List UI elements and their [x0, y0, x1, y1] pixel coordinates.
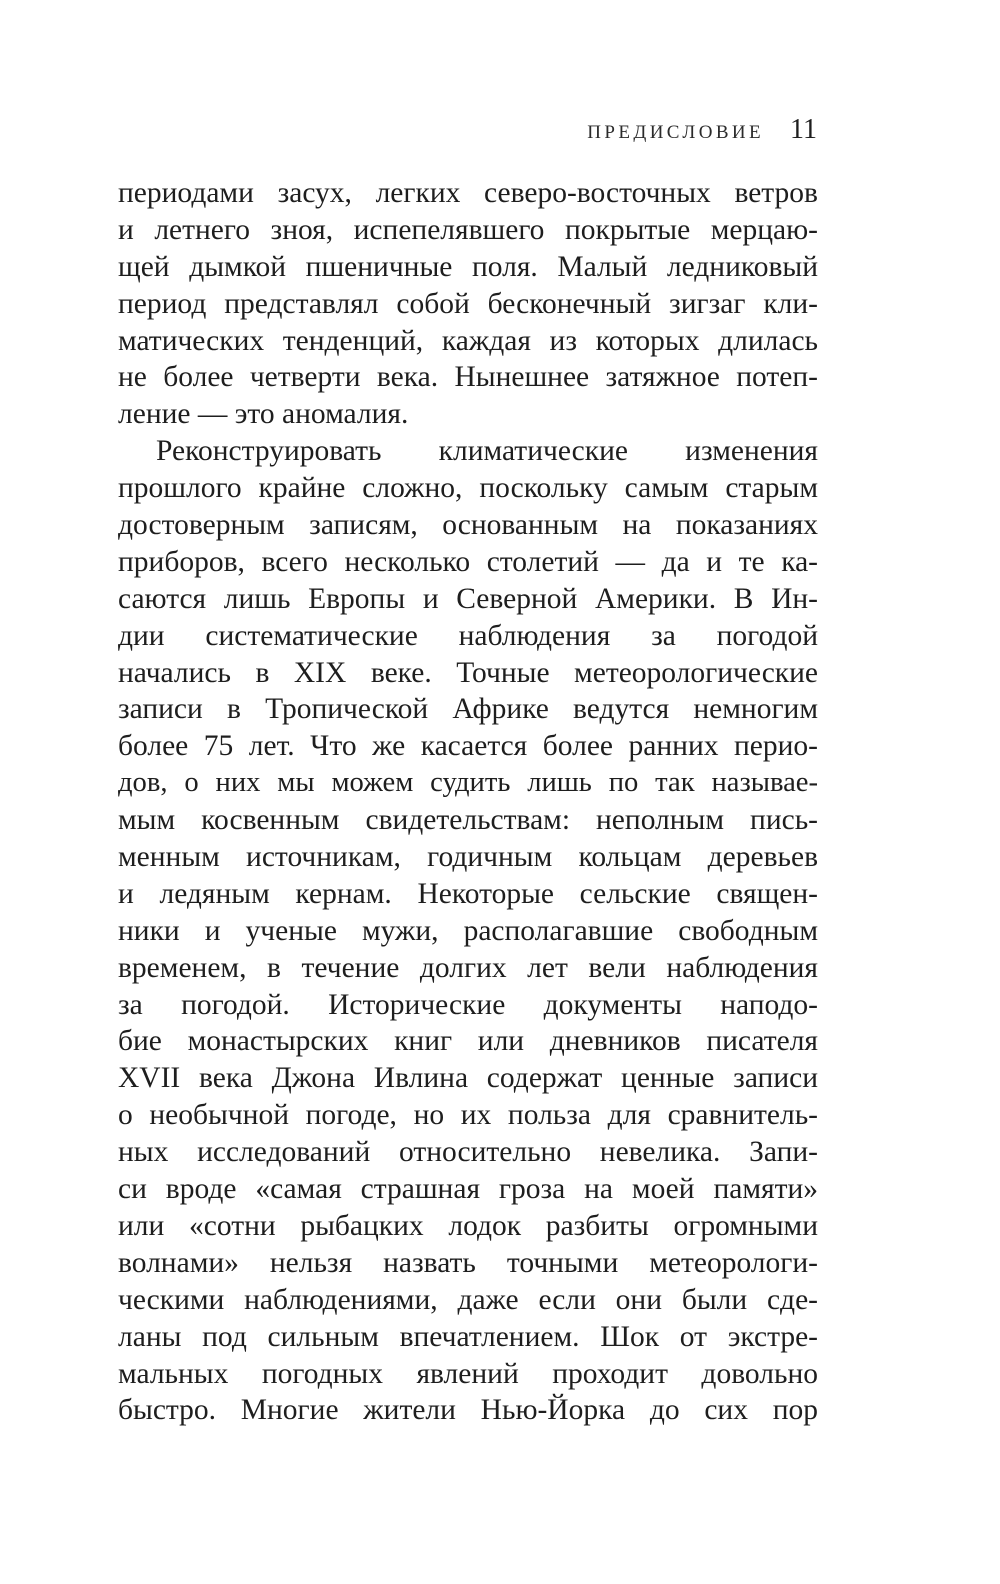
paragraph-1 — [118, 175, 818, 433]
text-line: записи в Тропической Африке ведутся немногим — [118, 693, 818, 726]
text-line: за погодой. Исторические документы наподо- — [118, 988, 818, 1021]
text-line: саются лишь Европы и Северной Америки. В Ин- — [118, 582, 818, 615]
text-line: и летнего зноя, испепелявшего покрытые мерцаю- — [118, 213, 818, 246]
text-line: ники и ученые мужи, располагавшие свободным — [118, 914, 818, 947]
text-line: щей дымкой пшеничные поля. Малый ледниковый — [118, 250, 818, 283]
page-number: 11 — [790, 114, 817, 145]
text-line: достоверным записям, основанным на показаниях — [118, 509, 818, 542]
text-line: быстро. Многие жители Нью-Йорка до сих пор — [118, 1394, 818, 1427]
text-line: и ледяным кернам. Некоторые сельские священ- — [118, 877, 818, 910]
text-line: не более четверти века. Нынешнее затяжное потеп- — [118, 361, 818, 394]
text-line: ление — это аномалия. — [118, 398, 409, 431]
text-line: ланы под сильным впечатлением. Шок от экстре- — [118, 1320, 818, 1353]
text-line: временем, в течение долгих лет вели наблюдения — [118, 951, 818, 984]
text-line: матических тенденций, каждая из которых длилась — [118, 324, 818, 357]
text-line: ных исследований относительно невелика. Запи- — [118, 1136, 818, 1169]
text-line: волнами» нельзя назвать точными метеорологи- — [118, 1246, 818, 1279]
text-line: Реконструировать климатические изменения — [156, 435, 818, 468]
text-line: прошлого крайне сложно, поскольку самым старым — [118, 472, 818, 505]
text-line: бие монастырских книг или дневников писателя — [118, 1025, 818, 1058]
running-header — [555, 114, 817, 154]
text-line: ческими наблюдениями, даже если они были сде- — [118, 1283, 818, 1316]
text-line: дов, о них мы можем судить лишь по так называе- — [118, 767, 818, 799]
body-text — [118, 175, 818, 1429]
text-line: мым косвенным свидетельствам: неполным пись- — [118, 804, 818, 837]
text-line: менным источникам, годичным кольцам деревьев — [118, 841, 818, 874]
chapter-title: ПРЕДИСЛОВИЕ — [587, 122, 765, 143]
text-line: дии систематические наблюдения за погодой — [118, 619, 818, 652]
text-line: или «сотни рыбацких лодок разбиты огромными — [118, 1209, 818, 1242]
text-line: период представлял собой бесконечный зигзаг кли- — [118, 287, 818, 320]
text-line: о необычной погоде, но их польза для сравнитель- — [118, 1099, 818, 1132]
text-line: XVII века Джона Ивлина содержат ценные записи — [118, 1062, 818, 1095]
text-line: приборов, всего несколько столетий — да и те ка- — [118, 545, 818, 578]
text-line: более 75 лет. Что же касается более ранних перио- — [118, 730, 818, 763]
text-line: начались в XIX веке. Точные метеорологические — [118, 656, 818, 689]
paragraph-2 — [118, 433, 818, 1429]
text-line: мальных погодных явлений проходит довольно — [118, 1357, 818, 1390]
text-line: периодами засух, легких северо-восточных ветров — [118, 177, 818, 209]
text-line: си вроде «самая страшная гроза на моей памяти» — [118, 1173, 818, 1206]
